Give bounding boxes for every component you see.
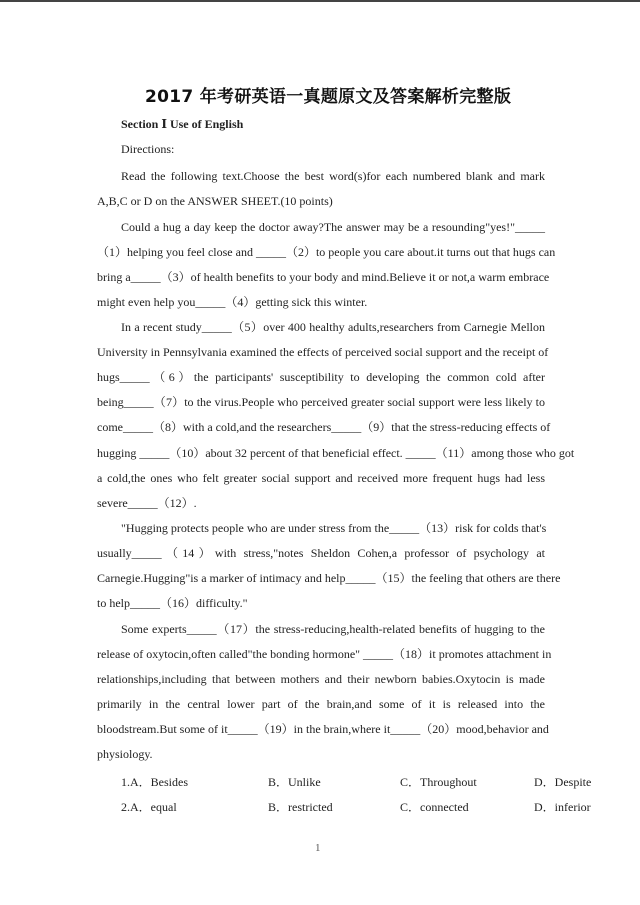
option-2-d: D．inferior [534,800,591,814]
option-1-c: C．Throughout [400,775,477,789]
text-line: a cold,the ones who felt greater social support and received more frequent hugs had less [97,471,545,485]
text-line: might even help you_____（4）getting sick this winter. [97,295,368,309]
text-line: physiology. [97,747,153,761]
text-line: severe_____（12）. [97,496,197,510]
text-line: In a recent study_____（5）over 400 healthy adults,researchers from Carnegie Mellon [121,320,545,334]
option-2-b: B．restricted [268,800,333,814]
text-line: to help_____（16）difficulty." [97,596,248,610]
text-line: bloodstream.But some of it_____（19）in the brain,where it_____（20）mood,behavior and [97,722,549,736]
text-line: release of oxytocin,often called"the bonding hormone" _____（18）it promotes attachment in [97,647,552,661]
text-line: Could a hug a day keep the doctor away?The answer may be a resounding"yes!"_____ [121,220,545,234]
text-line: A,B,C or D on the ANSWER SHEET.(10 points) [97,194,333,208]
option-1-d: D．Despite [534,775,592,789]
text-line: Some experts_____（17）the stress-reducing,health-related benefits of hugging to the [121,622,545,636]
text-line: hugs_____（6）the participants' susceptibility to developing the common cold after [97,370,545,384]
text-line: bring a_____（3）of health benefits to your body and mind.Believe it or not,a warm embrace [97,270,550,284]
section-heading: Section Ⅰ Use of English [121,117,244,131]
text-line: come_____（8）with a cold,and the researchers_____（9）that the stress-reducing effects of [97,420,551,434]
text-line: hugging _____（10）about 32 percent of that beneficial effect. _____（11）among those who got [97,446,575,460]
option-2-c: C．connected [400,800,469,814]
text-line: relationships,including that between mothers and their newborn babies.Oxytocin is made [97,672,545,686]
option-2-a: 2.A．equal [121,800,177,814]
text-line: Carnegie.Hugging"is a marker of intimacy and help_____（15）the feeling that others are there [97,571,561,585]
text-line: being_____（7）to the virus.People who perceived greater social support were less likely to [97,395,545,409]
option-1-a: 1.A．Besides [121,775,188,789]
directions-label: Directions: [121,142,175,156]
option-1-b: B．Unlike [268,775,321,789]
text-line: usually_____（14）with stress,"notes Sheldon Cohen,a professor of psychology at [97,546,545,560]
top-border [0,0,640,2]
page-title: 2017 年考研英语一真题原文及答案解析完整版 [145,87,512,107]
text-line: University in Pennsylvania examined the effects of perceived social support and the receipt of [97,345,549,359]
text-line: "Hugging protects people who are under stress from the_____（13）risk for colds that's [121,521,547,535]
text-line: Read the following text.Choose the best word(s)for each numbered blank and mark [121,169,545,183]
text-line: （1）helping you feel close and _____（2）to people you care about.it turns out that hugs can [97,245,556,259]
text-line: primarily in the central lower part of the brain,and some of it is released into the [97,697,545,711]
page-number: 1 [315,842,321,854]
